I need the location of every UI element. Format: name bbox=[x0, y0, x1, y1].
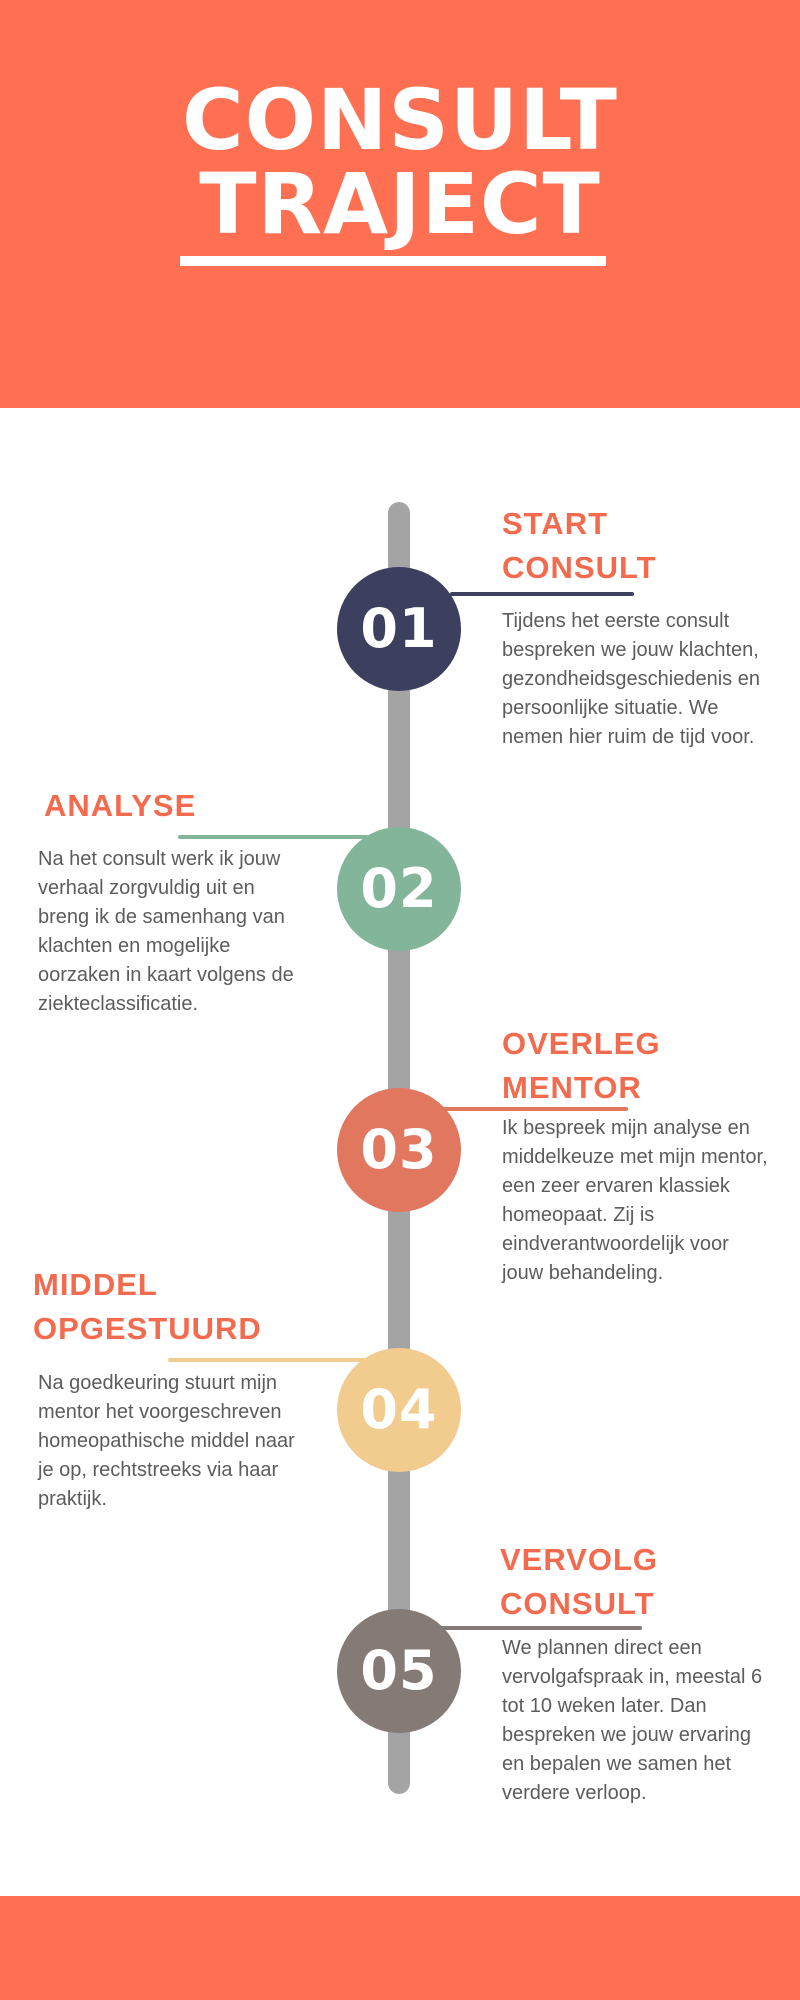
step-03-title-line-2: MENTOR bbox=[502, 1070, 642, 1105]
step-02-number-badge: 02 bbox=[337, 827, 461, 951]
step-02-description: Na het consult werk ik jouw verhaal zorgvuldig uit en breng ik de samenhang van klachten en mogelijke oorzaken in kaart volgens de ziekteclassificatie. bbox=[38, 848, 294, 1015]
step-01-title-line-2: CONSULT bbox=[502, 550, 657, 585]
step-04-title-line-2: OPGESTUURD bbox=[33, 1311, 262, 1346]
step-03-title-line-1: OVERLEG bbox=[502, 1026, 661, 1061]
page-title-line-2: TRAJECT bbox=[199, 155, 601, 253]
header-banner bbox=[0, 0, 800, 408]
step-03-description: Ik bespreek mijn analyse en middelkeuze met mijn mentor, een zeer ervaren klassiek homeopaat. Zij is eindverantwoordelijk voor jouw behandeling. bbox=[502, 1117, 768, 1284]
step-04-number-badge: 04 bbox=[337, 1348, 461, 1472]
step-05-description: We plannen direct een vervolgafspraak in, meestal 6 tot 10 weken later. Dan bespreken we jouw ervaring en bepalen we samen het verdere verloop. bbox=[502, 1637, 763, 1804]
step-04-title-line-1: MIDDEL bbox=[33, 1267, 158, 1302]
step-01-number-badge: 01 bbox=[337, 567, 461, 691]
step-01-connector bbox=[450, 592, 634, 596]
step-01-description: Tijdens het eerste consult bespreken we jouw klachten, gezondheidsgeschiedenis en persoonlijke situatie. We nemen hier ruim de tijd voor. bbox=[502, 610, 760, 748]
footer-banner bbox=[0, 1896, 800, 2000]
page-title-line-1: CONSULT bbox=[182, 71, 618, 169]
step-01-title-line-1: START bbox=[502, 506, 609, 541]
step-03-number-badge: 03 bbox=[337, 1088, 461, 1212]
step-05-connector bbox=[440, 1626, 642, 1630]
title-underline bbox=[180, 256, 606, 266]
step-05-title-line-2: CONSULT bbox=[500, 1586, 655, 1621]
step-05-number-badge: 05 bbox=[337, 1609, 461, 1733]
step-05-title-line-1: VERVOLG bbox=[500, 1542, 659, 1577]
step-04-description: Na goedkeuring stuurt mijn mentor het voorgeschreven homeopathische middel naar je op, rechtstreeks via haar praktijk. bbox=[38, 1372, 295, 1510]
step-02-title: ANALYSE bbox=[44, 788, 197, 823]
